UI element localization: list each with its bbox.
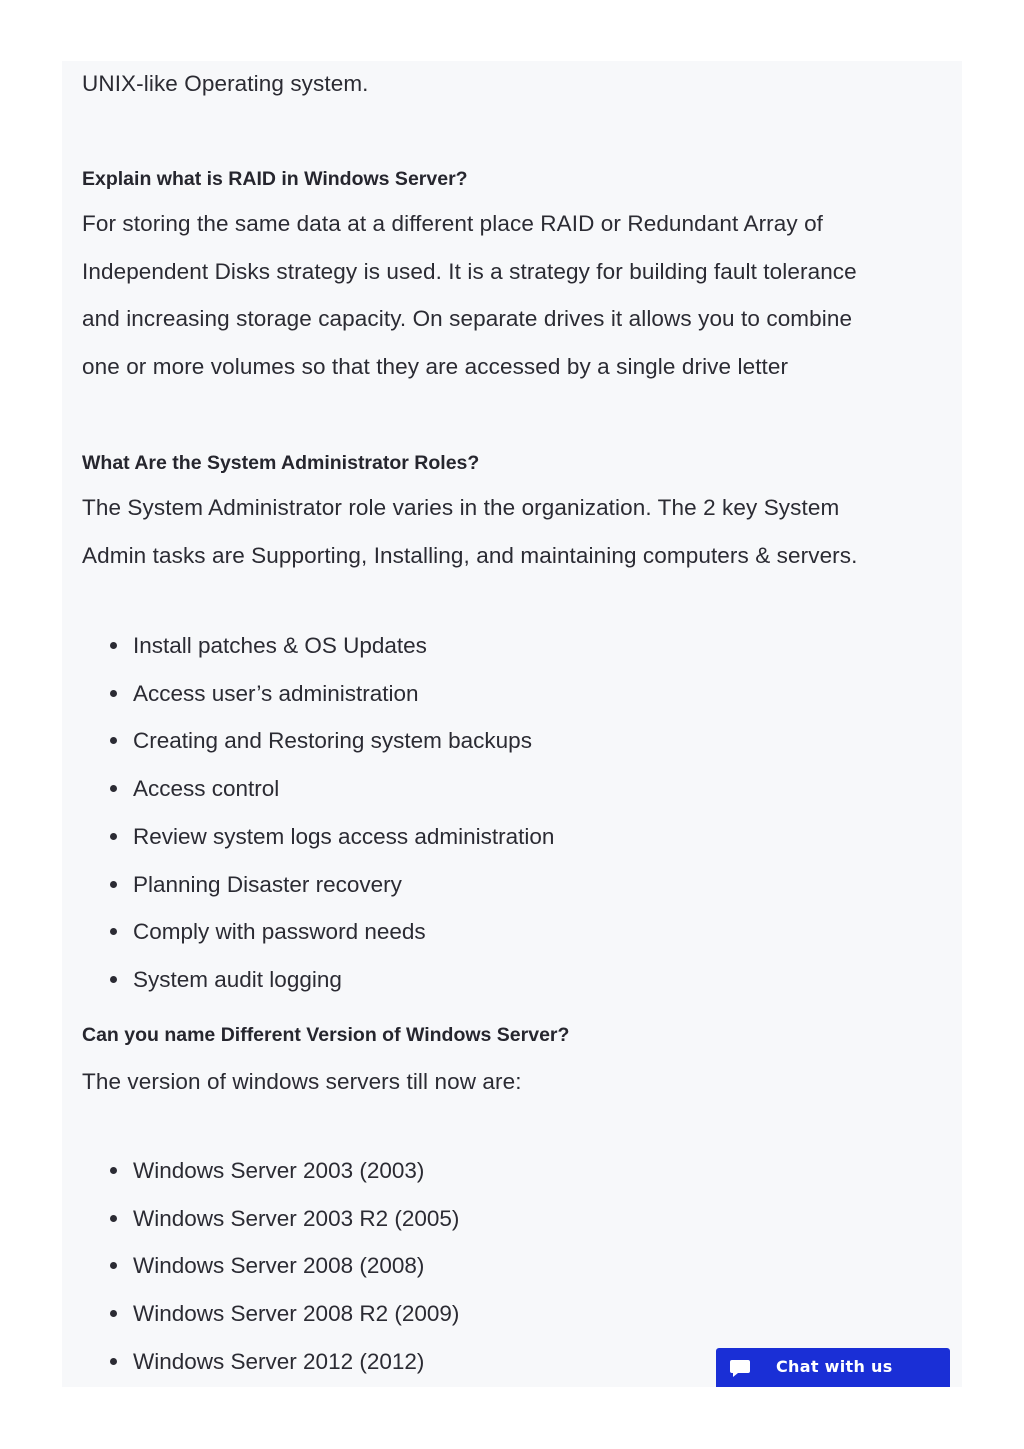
bullet-icon — [110, 928, 117, 935]
chat-with-us-button[interactable] — [716, 1348, 950, 1387]
list-item — [82, 1242, 942, 1290]
bullet-icon — [110, 1358, 117, 1365]
list-item-text: Creating and Restoring system backups — [133, 728, 532, 754]
list-item — [82, 908, 942, 956]
heading-raid: Explain what is RAID in Windows Server? — [82, 168, 468, 190]
bullet-icon — [110, 881, 117, 888]
list-item-text: Planning Disaster recovery — [133, 871, 402, 897]
paragraph-line: The version of windows servers till now are: — [82, 1069, 522, 1094]
bullet-icon — [110, 1167, 117, 1174]
list-item — [82, 1290, 942, 1338]
list-item-text: Review system logs access administration — [133, 823, 555, 849]
bullet-icon — [110, 976, 117, 983]
paragraph-line: one or more volumes so that they are accessed by a single drive letter — [82, 354, 789, 380]
article-content-panel — [62, 61, 962, 1387]
list-item — [82, 717, 942, 765]
bullet-icon — [110, 690, 117, 697]
paragraph-raid — [82, 200, 942, 391]
list-item — [82, 956, 942, 1004]
paragraph-sysadmin-roles — [82, 484, 942, 579]
list-item — [82, 861, 942, 909]
paragraph-line: Admin tasks are Supporting, Installing, and maintaining computers & servers. — [82, 542, 858, 568]
paragraph-unix-line: UNIX-like Operating system. — [82, 71, 369, 96]
list-item — [82, 1147, 942, 1195]
paragraph-line: The System Administrator role varies in the organization. The 2 key System — [82, 495, 840, 520]
bullet-icon — [110, 737, 117, 744]
list-item-text: Access control — [133, 776, 280, 802]
heading-windows-versions: Can you name Different Version of Windows Server? — [82, 1024, 570, 1046]
paragraph-windows-versions — [82, 1058, 942, 1106]
bullet-icon — [110, 785, 117, 792]
paragraph-line: Independent Disks strategy is used. It is a strategy for building fault tolerance — [82, 258, 857, 284]
list-item-text: Windows Server 2008 R2 (2009) — [133, 1301, 460, 1327]
chat-bubble-icon — [729, 1357, 751, 1379]
chat-with-us-label: Chat with us — [776, 1357, 893, 1376]
list-item — [82, 813, 942, 861]
list-item — [82, 670, 942, 718]
paragraph-line: For storing the same data at a different place RAID or Redundant Array of — [82, 211, 824, 236]
bullet-icon — [110, 1310, 117, 1317]
list-item-text: Windows Server 2003 R2 (2005) — [133, 1205, 460, 1231]
bullet-icon — [110, 1262, 117, 1269]
sysadmin-tasks-list — [82, 622, 942, 1004]
list-item-text: Comply with password needs — [133, 919, 426, 945]
list-item-text: Install patches & OS Updates — [133, 633, 427, 658]
heading-sysadmin-roles: What Are the System Administrator Roles? — [82, 452, 480, 474]
bullet-icon — [110, 833, 117, 840]
list-item-text: System audit logging — [133, 966, 342, 992]
list-item-text: Windows Server 2008 (2008) — [133, 1253, 425, 1279]
bullet-icon — [110, 642, 117, 649]
list-item — [82, 1195, 942, 1243]
paragraph-line: and increasing storage capacity. On separate drives it allows you to combine — [82, 306, 853, 332]
list-item — [82, 622, 942, 670]
list-item-text: Windows Server 2012 (2012) — [133, 1348, 425, 1374]
list-item-text: Access user’s administration — [133, 680, 419, 706]
list-item-text: Windows Server 2003 (2003) — [133, 1158, 425, 1183]
bullet-icon — [110, 1215, 117, 1222]
list-item — [82, 765, 942, 813]
